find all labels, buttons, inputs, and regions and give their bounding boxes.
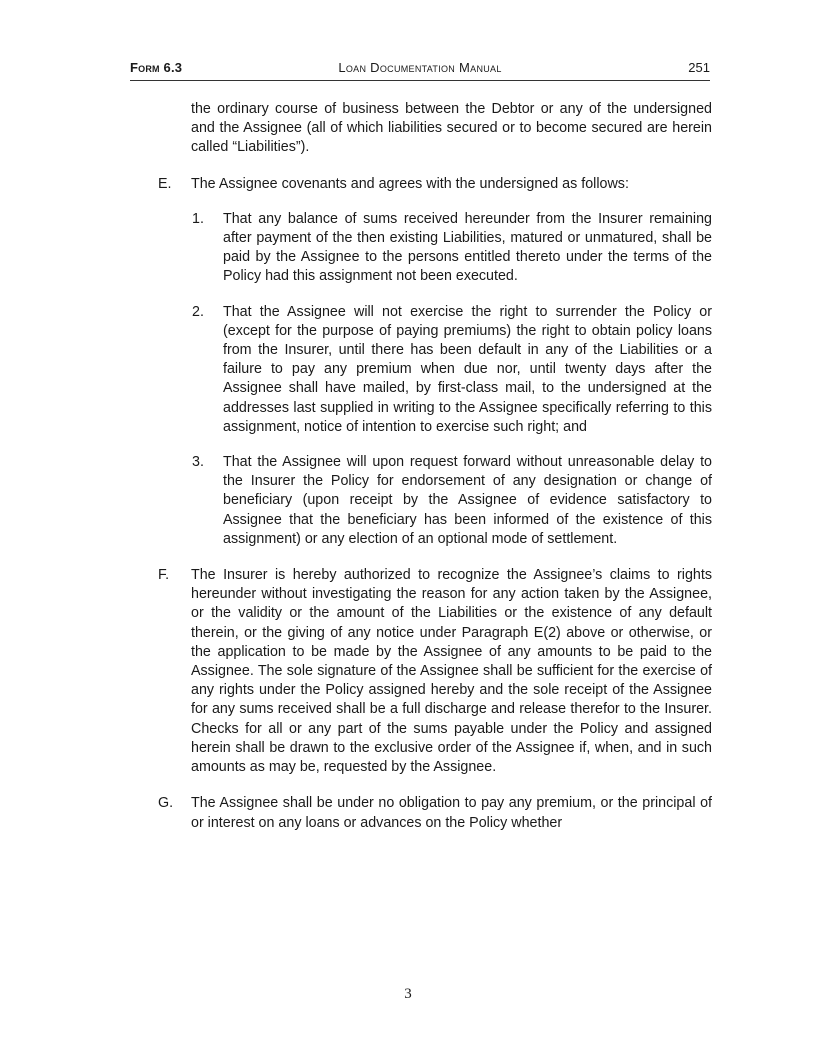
item-text: That the Assignee will not exercise the right to surrender the Policy or (except for the purpose of paying premiums) the right to obtain policy loans from the Insurer, until there has been default in any of the Liabilities or a failure to pay any premium when due nor, until twenty days after the Assignee shall have mailed, by first-class mail, to the undersigned at the addresses last supplied in writing to the Assignee specifically referring to this assignment, notice of intention to exercise such right; and <box>223 303 712 435</box>
section-f-label: F. <box>158 567 170 584</box>
item-number: 1. <box>192 210 204 227</box>
section-g <box>128 794 712 832</box>
section-e-item-2 <box>128 303 712 437</box>
section-e-label: E. <box>158 175 172 192</box>
running-header <box>130 60 710 81</box>
folio-number: 3 <box>404 986 412 1002</box>
item-text: That the Assignee will upon request forward without unreasonable delay to the Insurer the Policy for endorsement of any designation or change of beneficiary (upon receipt by the Assignee of evidence satisfactory to Assignee that the beneficiary has been informed of the existence of this assignment) or any election of an optional mode of settlement. <box>223 454 712 547</box>
manual-title: Loan Documentation Manual <box>338 60 502 75</box>
page-number: 251 <box>688 60 710 75</box>
document-body <box>128 100 712 850</box>
form-number: Form 6.3 <box>130 60 183 75</box>
continuation-paragraph: the ordinary course of business between the Debtor or any of the undersigned and the Assignee (all of which liabilities secured or to become secured are herein called “Liabilities”). <box>191 101 712 156</box>
section-e-intro: The Assignee covenants and agrees with the undersigned as follows: <box>191 175 629 192</box>
section-f <box>128 566 712 777</box>
section-e-item-1 <box>128 210 712 287</box>
section-e-item-3 <box>128 453 712 549</box>
section-f-text: The Insurer is hereby authorized to recognize the Assignee’s claims to rights hereunder without investigating the reason for any action taken by the Assignee, or the validity or the amount of the Liabilities or the existence of any default therein, or the giving of any notice under Paragraph E(2) above or otherwise, or the application to be made by the Assignee of any amounts to be paid to the Assignee. The sole signature of the Assignee shall be sufficient for the exercise of any rights under the Policy assigned hereby and the sole receipt of the Assignee for any sums received shall be a full discharge and release therefor to the Insurer. Checks for all or any part of the sums payable under the Policy and assigned herein shall be drawn to the exclusive order of the Assignee if, when, and in such amounts as may be, requested by the Assignee. <box>191 567 712 776</box>
section-e <box>128 175 712 194</box>
item-number: 3. <box>192 454 204 471</box>
section-g-text: The Assignee shall be under no obligation to pay any premium, or the principal of or interest on any loans or advances on the Policy whether <box>191 795 712 831</box>
item-number: 2. <box>192 303 204 320</box>
item-text: That any balance of sums received hereunder from the Insurer remaining after payment of the then existing Liabilities, matured or unmatured, shall be paid by the Assignee to the persons entitled thereto under the terms of the Policy had this assignment not been executed. <box>223 210 712 285</box>
section-g-label: G. <box>158 795 174 812</box>
